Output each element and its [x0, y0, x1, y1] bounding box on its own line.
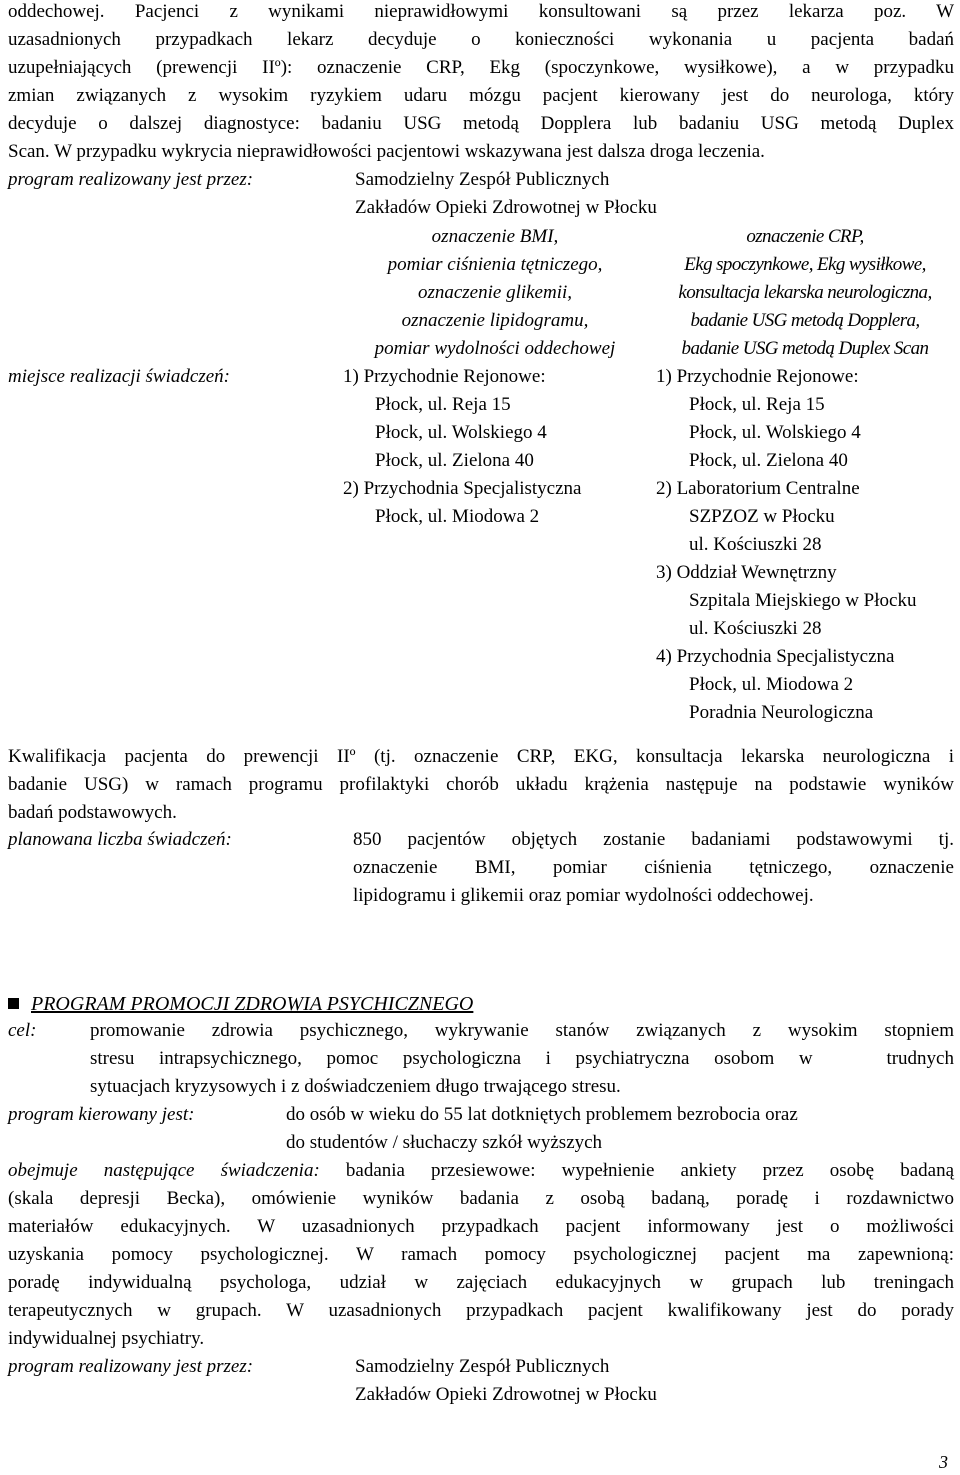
- planned-line: oznaczenie BMI, pomiar ciśnienia tętniczego, oznaczenie: [353, 857, 954, 878]
- service-item: pomiar wydolności oddechowej: [374, 338, 616, 359]
- service-item: konsultacja lekarska neurologiczna,: [678, 282, 932, 303]
- place-item: 3) Oddział Wewnętrzny: [656, 562, 837, 583]
- realizer2-name-line2: Zakładów Opieki Zdrowotnej w Płocku: [355, 1384, 657, 1405]
- service-item: oznaczenie lipidogramu,: [401, 310, 589, 331]
- section-heading: [8, 990, 473, 1018]
- extended-services-list: [652, 223, 958, 363]
- bullet-icon: [8, 998, 19, 1009]
- place-item: Płock, ul. Miodowa 2: [689, 674, 854, 695]
- realizer2-name-line1: Samodzielny Zespół Publicznych: [355, 1356, 610, 1377]
- goal-label: cel:: [8, 1020, 37, 1041]
- places-label: miejsce realizacji świadczeń:: [8, 366, 230, 387]
- place-item: Płock, ul. Reja 15: [689, 394, 825, 415]
- place-item: ul. Kościuszki 28: [689, 618, 822, 639]
- target-line: do osób w wieku do 55 lat dotkniętych problemem bezrobocia oraz: [286, 1104, 798, 1125]
- services-line: poradę indywidualną psychologa, udział w zajęciach edukacyjnych w grupach lub treningach: [8, 1272, 954, 1293]
- intro-line: oddechowej. Pacjenci z wynikami nieprawidłowymi konsultowani są przez lekarza poz. W: [8, 1, 954, 22]
- service-item: badanie USG metodą Dopplera,: [690, 310, 920, 331]
- realizer-label: program realizowany jest przez:: [8, 169, 254, 190]
- service-item: oznaczenie BMI,: [431, 226, 559, 247]
- target-label: program kierowany jest:: [8, 1104, 195, 1125]
- service-item: oznaczenie CRP,: [746, 226, 864, 247]
- services-line: indywidualnej psychiatry.: [8, 1328, 205, 1349]
- services-first: badania przesiewowe: wypełnienie ankiety przez osobę badaną: [345, 1160, 954, 1181]
- intro-line: Scan. W przypadku wykrycia nieprawidłowości pacjentowi wskazywana jest dalsza droga leczenia.: [8, 141, 765, 162]
- target-line: do studentów / słuchaczy szkół wyższych: [286, 1132, 603, 1153]
- place-item: SZPZOZ w Płocku: [689, 506, 835, 527]
- goal-line: promowanie zdrowia psychicznego, wykrywanie stanów związanych z wysokim stopniem: [90, 1020, 954, 1041]
- service-item: pomiar ciśnienia tętniczego,: [387, 254, 603, 275]
- page-number: 3: [939, 1452, 948, 1472]
- place-item: Płock, ul. Wolskiego 4: [689, 422, 861, 443]
- planned-line: 850 pacjentów objętych zostanie badaniami podstawowymi tj.: [353, 829, 954, 850]
- planned-line: lipidogramu i glikemii oraz pomiar wydolności oddechowej.: [353, 885, 814, 906]
- goal-line: sytuacjach kryzysowych i z doświadczeniem długo trwającego stresu.: [90, 1076, 621, 1097]
- qualification-line: badanie USG) w ramach programu profilaktyki chorób układu krążenia następuje na podstawie wyników: [8, 774, 954, 795]
- services-line: materiałów edukacyjnych. W uzasadnionych przypadkach pacjent informowany jest o możliwości: [8, 1216, 954, 1237]
- section-title: PROGRAM PROMOCJI ZDROWIA PSYCHICZNEGO: [31, 993, 474, 1015]
- services-line: (skala depresji Becka), omówienie wyników badania z osobą badaną, poradę i rozdawnictwo: [8, 1188, 954, 1209]
- place-item: 2) Laboratorium Centralne: [656, 478, 860, 499]
- planned-label: planowana liczba świadczeń:: [8, 829, 232, 850]
- services-line: terapeutycznych w grupach. W uzasadnionych przypadkach pacjent kwalifikowany jest do porady: [8, 1300, 954, 1321]
- services-line: uzyskania pomocy psychologicznej. W ramach pomocy psychologicznej pacjent ma zapewnioną:: [8, 1244, 954, 1265]
- intro-line: zmian związanych z wysokim ryzykiem udaru mózgu pacjent kierowany jest do neurologa, który: [8, 85, 954, 106]
- services-label: obejmuje następujące świadczenia:: [8, 1160, 320, 1181]
- intro-line: uzupełniających (prewencji IIº): oznaczenie CRP, Ekg (spoczynkowe, wysiłkowe), a w przypadku: [8, 57, 954, 78]
- place-item: ul. Kościuszki 28: [689, 534, 822, 555]
- place-item: 1) Przychodnie Rejonowe:: [656, 366, 859, 387]
- realizer2-label: program realizowany jest przez:: [8, 1356, 254, 1377]
- goal-line: stresu intrapsychicznego, pomoc psychologiczna i psychiatryczna osobom w trudnych: [90, 1048, 954, 1069]
- qualification-line: badań podstawowych.: [8, 802, 177, 823]
- service-item: Ekg spoczynkowe, Ekg wysiłkowe,: [684, 254, 926, 275]
- place-item: Płock, ul. Reja 15: [375, 394, 511, 415]
- intro-line: uzasadnionych przypadkach lekarz decyduje o konieczności wykonania u pacjenta badań: [8, 29, 954, 50]
- place-item: 1) Przychodnie Rejonowe:: [343, 366, 546, 387]
- place-item: 2) Przychodnia Specjalistyczna: [343, 478, 582, 499]
- places-right-list: [656, 363, 916, 727]
- qualification-line: Kwalifikacja pacjenta do prewencji IIº (tj. oznaczenie CRP, EKG, konsultacja lekarska neurologiczna i: [8, 746, 954, 767]
- intro-line: decyduje o dalszej diagnostyce: badaniu USG metodą Dopplera lub badaniu USG metodą Duplex: [8, 113, 954, 134]
- place-item: Płock, ul. Zielona 40: [375, 450, 534, 471]
- service-item: oznaczenie glikemii,: [417, 282, 573, 303]
- place-item: Płock, ul. Wolskiego 4: [375, 422, 547, 443]
- basic-services-list: [340, 223, 650, 363]
- place-item: Poradnia Neurologiczna: [689, 702, 874, 723]
- place-item: Płock, ul. Miodowa 2: [375, 506, 540, 527]
- realizer-name-line1: Samodzielny Zespół Publicznych: [355, 169, 610, 190]
- services-first-line: [8, 1157, 954, 1185]
- place-item: Płock, ul. Zielona 40: [689, 450, 848, 471]
- realizer-name-line2: Zakładów Opieki Zdrowotnej w Płocku: [355, 197, 657, 218]
- service-item: badanie USG metodą Duplex Scan: [681, 338, 929, 359]
- place-item: 4) Przychodnia Specjalistyczna: [656, 646, 895, 667]
- place-item: Szpitala Miejskiego w Płocku: [689, 590, 917, 611]
- places-left-list: [343, 363, 581, 531]
